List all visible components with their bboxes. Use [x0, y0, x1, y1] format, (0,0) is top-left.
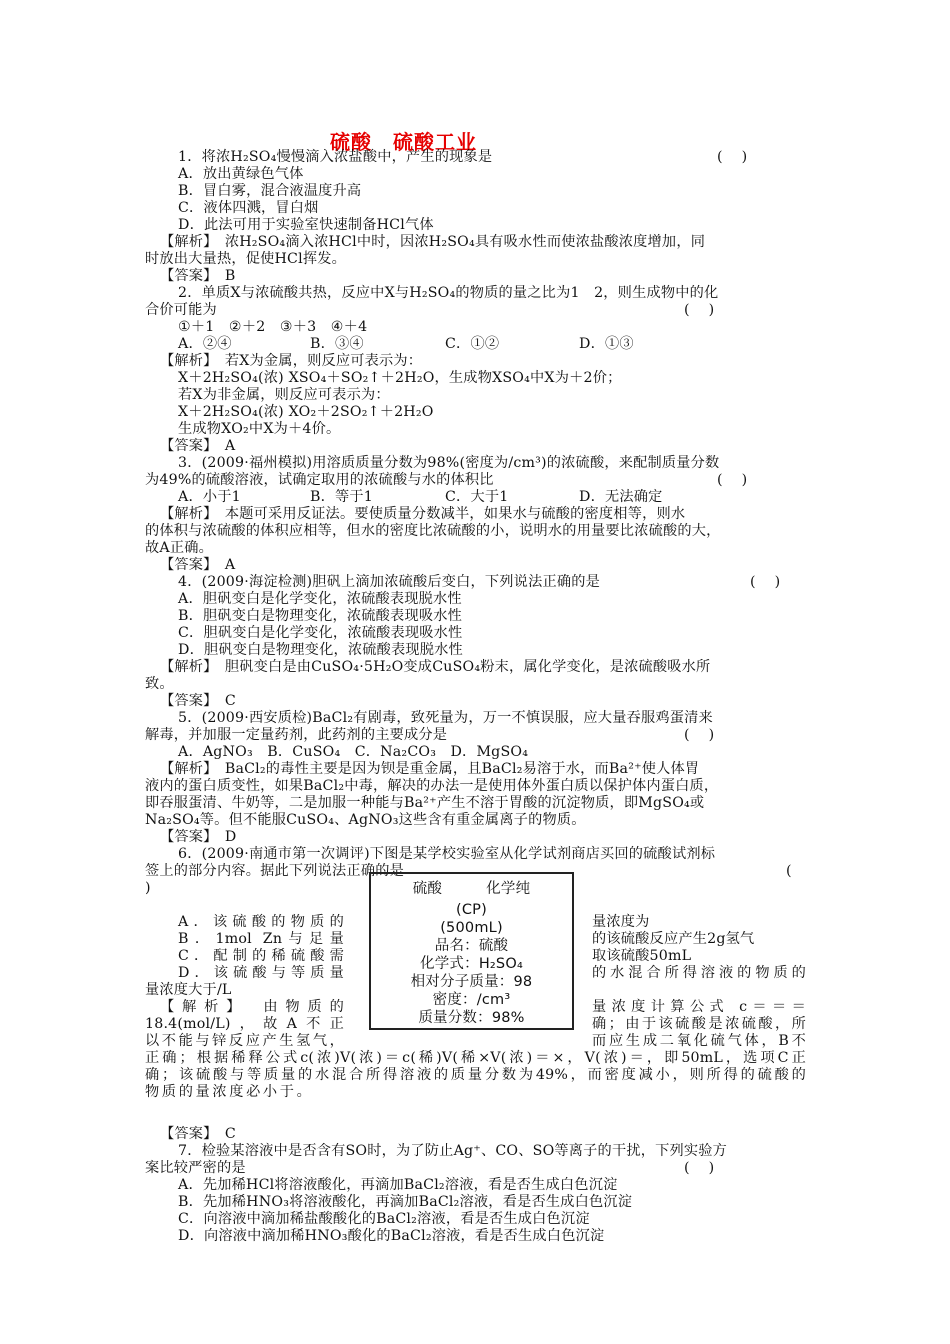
text-line: C．大于1	[445, 489, 509, 505]
text-line: 量浓度为	[592, 914, 650, 930]
text-line: 的体积与浓硫酸的体积应相等，但水的密度比浓硫酸的小，说明水的用量要比浓硫酸的大，	[145, 523, 721, 539]
text-line-justified: 量浓度大于/L	[145, 982, 232, 998]
text-line: 【解析】 胆矾变白是由CuSO₄·5H₂O变成CuSO₄粉末，属化学变化，是浓硫酸吸水所	[160, 659, 711, 675]
label-row: (CP)	[456, 902, 487, 918]
text-line: C．胆矾变白是化学变化，浓硫酸表现吸水性	[178, 625, 463, 641]
text-line: 【答案】 A	[160, 557, 236, 573]
text-line-justified: 确；由于该硫酸是浓硫酸，所	[592, 1016, 806, 1032]
text-line: A．胆矾变白是化学变化，浓硫酸表现脱水性	[178, 591, 462, 607]
text-line: 【解析】 BaCl₂的毒性主要是因为钡是重金属，且BaCl₂易溶于水，而Ba²⁺使人体胃	[160, 761, 700, 777]
text-line: 取该硫酸50mL	[592, 948, 692, 964]
text-line: B．先加稀HNO₃将溶液酸化，再滴加BaCl₂溶液，看是否生成白色沉淀	[178, 1194, 633, 1210]
label-row: (500mL)	[440, 920, 503, 936]
text-line: 致。	[145, 676, 174, 692]
text-line: ( )	[684, 302, 715, 318]
text-line: 生成物XO₂中X为＋4价。	[178, 421, 341, 437]
text-line: 若X为非金属，则反应可表示为：	[178, 387, 390, 403]
text-line: A．放出黄绿色气体	[178, 166, 304, 182]
text-line: 【解析】 本题可采用反证法。要使质量分数减半，如果水与硫酸的密度相等，则水	[160, 506, 686, 522]
text-line: ( )	[717, 472, 748, 488]
text-line-justified: 而应生成二氧化硫气体，B不	[592, 1033, 806, 1049]
text-line: B．等于1	[310, 489, 374, 505]
text-line-justified: A．该硫酸的物质的	[178, 914, 344, 930]
label-row: 相对分子质量：98	[410, 974, 533, 990]
text-line: C．①②	[445, 336, 500, 352]
reagent-label-box	[369, 872, 574, 1030]
text-line: 【解析】 浓H₂SO₄滴入浓HCl中时，因浓H₂SO₄具有吸水性而使浓盐酸浓度增加，同	[160, 234, 706, 250]
text-line-justified: 【解析】 由物质的	[160, 999, 344, 1015]
text-line: A．小于1	[178, 489, 241, 505]
text-line-justified: 的水混合所得溶液的物质的	[592, 965, 806, 981]
text-line: 【答案】 C	[160, 1126, 236, 1142]
text-line-justified: 确；该硫酸与等质量的水混合所得溶液的质量分数为49%，而密度减小，则所得的硫酸的	[145, 1067, 806, 1083]
text-line: 故A正确。	[145, 540, 213, 556]
text-line: 的该硫酸反应产生2g氢气	[592, 931, 755, 947]
text-line: A．先加稀HCl将溶液酸化，再滴加BaCl₂溶液，看是否生成白色沉淀	[178, 1177, 618, 1193]
text-line: D．①③	[579, 336, 634, 352]
text-line: 3．(2009·福州模拟)用溶质质量分数为98%(密度为/cm³)的浓硫酸，来配制质量分数	[178, 455, 720, 471]
text-line: C．向溶液中滴加稀盐酸酸化的BaCl₂溶液，看是否生成白色沉淀	[178, 1211, 590, 1227]
text-line-justified: 以不能与锌反应产生氢气，	[145, 1033, 344, 1049]
text-line: 7．检验某溶液中是否含有SO时，为了防止Ag⁺、CO、SO等离子的干扰，下列实验方	[178, 1143, 728, 1159]
text-line: X＋2H₂SO₄(浓) XO₂＋2SO₂↑＋2H₂O	[178, 404, 434, 420]
text-line: ( )	[684, 1160, 715, 1176]
text-line-justified: 正确；根据稀释公式c(浓)V(浓)＝c(稀)V(稀×V(浓)＝×，V(浓)＝，即50mL，选项C正	[145, 1050, 806, 1066]
text-line-justified: B．1mol Zn与足量	[178, 931, 344, 947]
text-line: 【答案】 B	[160, 268, 236, 284]
text-line: )	[145, 880, 151, 896]
text-line: 6．(2009·南通市第一次调评)下图是某学校实验室从化学试剂商店买回的硫酸试剂标	[178, 846, 716, 862]
text-line: ( )	[717, 149, 748, 165]
label-row: 品名：硫酸	[434, 938, 509, 954]
text-line: Na₂SO₄等。但不能服CuSO₄、AgNO₃这些含有重金属离子的物质。	[145, 812, 586, 828]
text-line: 合价可能为	[145, 302, 217, 318]
text-line: ( )	[750, 574, 781, 590]
text-line: 为49%的硫酸溶液，试确定取用的浓硫酸与水的体积比	[145, 472, 494, 488]
text-line: 解毒，并加服一定量药剂，此药剂的主要成分是	[145, 727, 448, 743]
text-line: D．此法可用于实验室快速制备HCl气体	[178, 217, 434, 233]
label-row: 密度：/cm³	[432, 992, 511, 1008]
text-line: A．AgNO₃ B．CuSO₄ C．Na₂CO₃ D．MgSO₄	[178, 744, 529, 760]
text-line: (	[786, 863, 792, 879]
text-line: 液内的蛋白质变性，如果BaCl₂中毒，解决的办法一是使用体外蛋白质以保护体内蛋白质，	[145, 778, 719, 794]
text-line: 【解析】 若X为金属，则反应可表示为：	[160, 353, 423, 369]
text-line: B．冒白雾，混合液温度升高	[178, 183, 362, 199]
text-line-justified: 物质的量浓度必小于。	[145, 1084, 311, 1100]
text-line: C．液体四溅，冒白烟	[178, 200, 319, 216]
text-line: 签上的部分内容。据此下列说法正确的是	[145, 863, 404, 879]
text-line: 即吞服蛋清、牛奶等，二是加服一种能与Ba²⁺产生不溶于胃酸的沉淀物质，即MgSO₄或	[145, 795, 705, 811]
text-line: 案比较严密的是	[145, 1160, 246, 1176]
text-line: X＋2H₂SO₄(浓) XSO₄＋SO₂↑＋2H₂O，生成物XSO₄中X为＋2价；	[178, 370, 622, 386]
text-line: ①＋1 ②＋2 ③＋3 ④＋4	[178, 319, 368, 335]
text-line-justified: 18.4(mol/L)，故A不正	[145, 1016, 344, 1032]
text-line: A．②④	[178, 336, 232, 352]
text-line-justified: D．该硫酸与等质量	[178, 965, 344, 981]
text-line: 【答案】 A	[160, 438, 236, 454]
page-title: 硫酸 硫酸工业	[330, 130, 477, 154]
text-line-justified: 量浓度计算公式 c＝＝＝	[592, 999, 806, 1015]
label-row: 硫酸 化学纯	[412, 881, 531, 897]
text-line: 1．将浓H₂SO₄慢慢滴入浓盐酸中，产生的现象是	[178, 149, 493, 165]
label-row: 化学式：H₂SO₄	[420, 956, 523, 972]
text-line: D．向溶液中滴加稀HNO₃酸化的BaCl₂溶液，看是否生成白色沉淀	[178, 1228, 605, 1244]
text-line: D．无法确定	[579, 489, 663, 505]
text-line: B．③④	[310, 336, 364, 352]
text-line: ( )	[684, 727, 715, 743]
text-line: 4．(2009·海淀检测)胆矾上滴加浓硫酸后变白，下列说法正确的是	[178, 574, 601, 590]
text-line: 【答案】 D	[160, 829, 237, 845]
text-line: 【答案】 C	[160, 693, 236, 709]
text-line: 时放出大量热，促使HCl挥发。	[145, 251, 347, 267]
text-line: 2．单质X与浓硫酸共热，反应中X与H₂SO₄的物质的量之比为1 2，则生成物中的化	[178, 285, 719, 301]
text-line: 5．(2009·西安质检)BaCl₂有剧毒，致死量为，万一不慎误服，应大量吞服鸡蛋清来	[178, 710, 713, 726]
text-line: B．胆矾变白是物理变化，浓硫酸表现吸水性	[178, 608, 462, 624]
text-line-justified: C．配制的稀硫酸需	[178, 948, 344, 964]
text-line: D．胆矾变白是物理变化，浓硫酸表现脱水性	[178, 642, 463, 658]
label-row: 质量分数：98%	[418, 1010, 525, 1026]
